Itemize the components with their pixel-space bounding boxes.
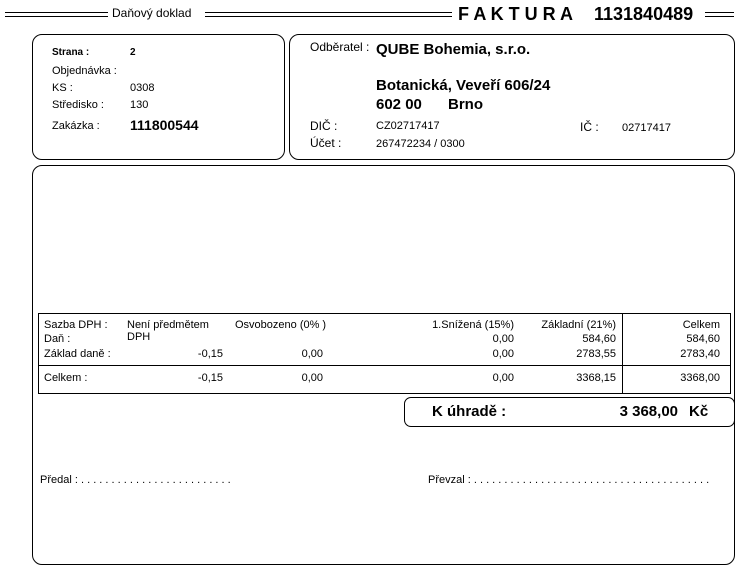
zaklad-osvobozeno: 0,00 xyxy=(301,348,323,360)
amount-due-value: 3 368,00 xyxy=(619,403,678,420)
objednavka-label: Objednávka : xyxy=(52,65,117,77)
col-header-zakladni: Základní (21%) xyxy=(541,319,616,331)
zakazka-label: Zakázka : xyxy=(52,120,100,132)
document-type-label: Daňový doklad xyxy=(112,6,192,20)
celkem-row-label: Celkem : xyxy=(44,372,88,384)
vat-table-bottom-rule xyxy=(38,393,731,394)
strana-value: 2 xyxy=(130,47,136,58)
ks-value: 0308 xyxy=(130,82,155,94)
vat-table-top-rule xyxy=(38,313,731,314)
predal-signature-line: Předal : . . . . . . . . . . . . . . . . . . . . . . . . . xyxy=(40,474,231,486)
customer-zip: 602 00 xyxy=(376,96,422,113)
dan-label: Daň : xyxy=(44,333,71,345)
col-header-neni-predmetem-sub: DPH xyxy=(127,331,151,343)
ic-value: 02717417 xyxy=(622,122,671,134)
celkem-celkem: 3368,00 xyxy=(680,372,720,384)
zaklad-snizena: 0,00 xyxy=(492,348,514,360)
ucet-value: 267472234 / 0300 xyxy=(376,138,465,150)
header-rule-right xyxy=(705,12,734,17)
dan-celkem: 584,60 xyxy=(686,333,720,345)
dic-label: DIČ : xyxy=(310,119,338,133)
customer-label: Odběratel : xyxy=(310,40,370,54)
stredisko-label: Středisko : xyxy=(52,99,104,111)
vat-table-right-rule xyxy=(730,313,731,394)
ks-label: KS : xyxy=(52,82,73,94)
prevzal-signature-line: Převzal : . . . . . . . . . . . . . . . . . . . . . . . . . . . . . . . . . . . . . . . xyxy=(428,474,710,486)
col-header-osvobozeno: Osvobozeno (0% ) xyxy=(235,319,327,331)
invoice-number: 1131840489 xyxy=(594,4,694,24)
strana-label: Strana : xyxy=(52,47,90,58)
customer-city: Brno xyxy=(448,96,483,113)
customer-street: Botanická, Veveří 606/24 xyxy=(376,77,551,94)
stredisko-value: 130 xyxy=(130,99,149,111)
celkem-snizena: 0,00 xyxy=(492,372,514,384)
celkem-neni-predmetem: -0,15 xyxy=(197,372,223,384)
vat-table-left-rule xyxy=(38,313,39,394)
col-header-neni-predmetem: Není předmětem xyxy=(127,319,209,331)
dic-value: CZ02717417 xyxy=(376,120,440,132)
zaklad-celkem: 2783,40 xyxy=(680,348,720,360)
zakazka-value: 111800544 xyxy=(130,117,199,133)
invoice-title: F A K T U R A xyxy=(458,4,573,24)
customer-name: QUBE Bohemia, s.r.o. xyxy=(376,41,531,58)
dan-zakladni: 584,60 xyxy=(582,333,616,345)
ic-label: IČ : xyxy=(580,120,599,134)
dan-snizena: 0,00 xyxy=(492,333,514,345)
zaklad-zakladni: 2783,55 xyxy=(576,348,616,360)
zaklad-neni-predmetem: -0,15 xyxy=(197,348,223,360)
amount-due-label: K úhradě : xyxy=(432,403,507,420)
celkem-osvobozeno: 0,00 xyxy=(301,372,323,384)
col-header-celkem: Celkem xyxy=(682,319,720,331)
sazba-dph-label: Sazba DPH : xyxy=(44,319,108,331)
zaklad-dane-label: Základ daně : xyxy=(44,348,111,360)
celkem-zakladni: 3368,15 xyxy=(576,372,616,384)
vat-table-mid-rule xyxy=(38,365,731,366)
header-rule-left xyxy=(5,12,108,17)
ucet-label: Účet : xyxy=(310,136,342,150)
header-rule-middle xyxy=(205,12,452,17)
amount-due-currency: Kč xyxy=(689,403,709,420)
vat-table-column-divider xyxy=(622,313,623,394)
col-header-snizena: 1.Snížená (15%) xyxy=(432,319,514,331)
